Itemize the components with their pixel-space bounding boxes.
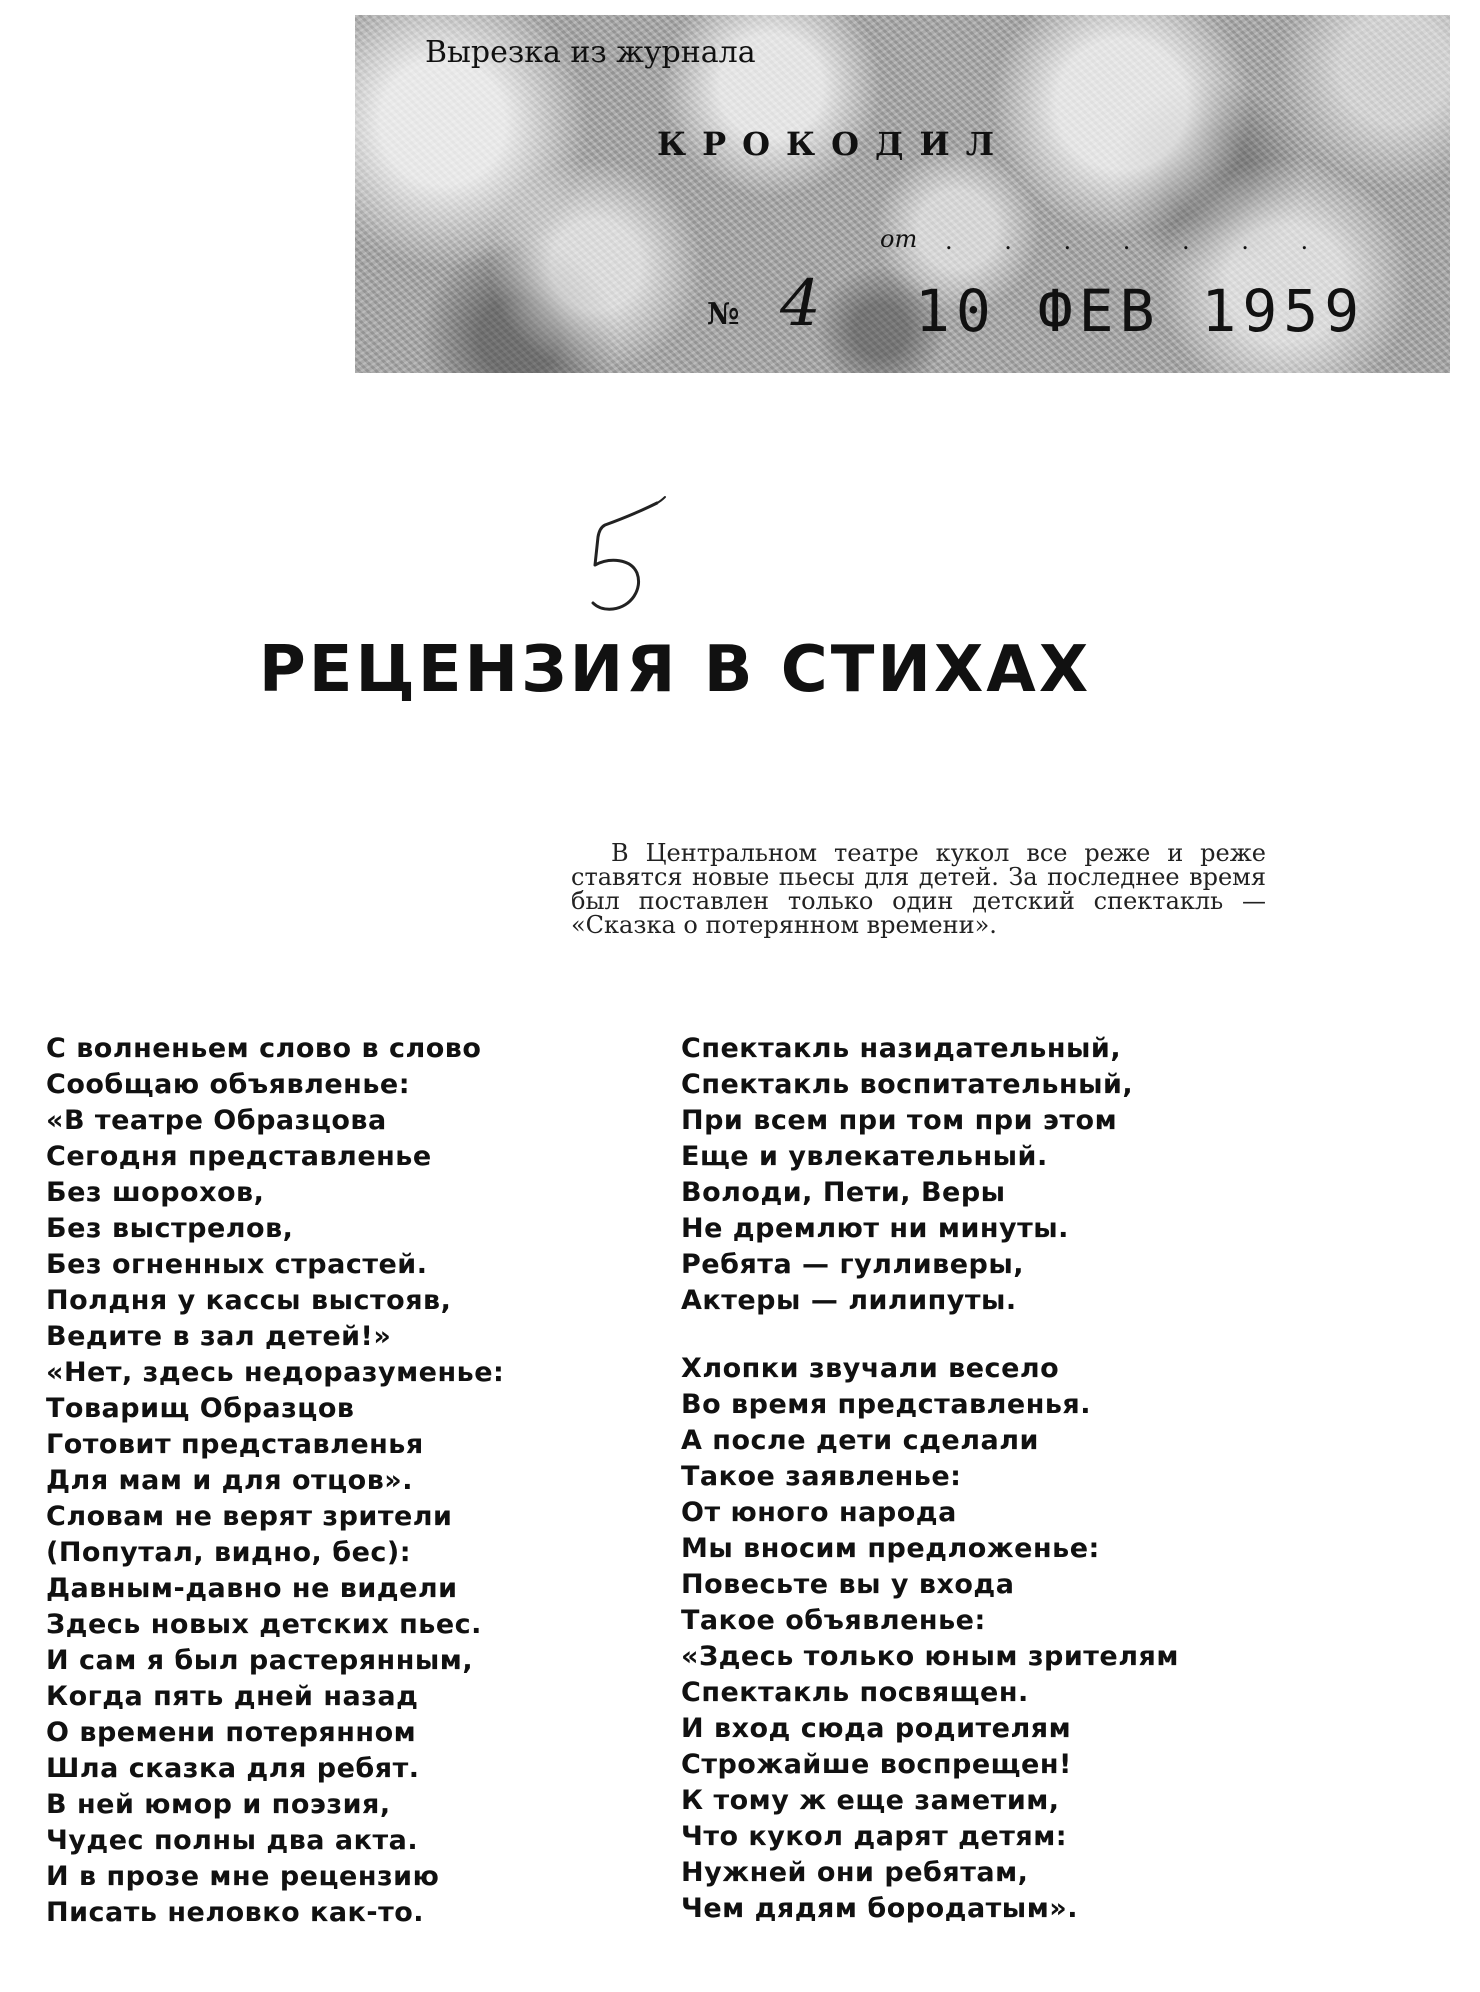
poem-line: В ней юмор и поэзия, [46, 1789, 391, 1820]
poem-line: Готовит представленья [46, 1429, 424, 1460]
poem-line: Еще и увлекательный. [681, 1141, 1048, 1172]
poem-line: (Попутал, видно, бес): [46, 1537, 412, 1568]
poem-line: Чем дядям бородатым». [681, 1893, 1078, 1924]
poem-line: Спектакль посвящен. [681, 1677, 1029, 1708]
issue-date-stamp: 10 ФЕВ 1959 [915, 277, 1366, 345]
poem-line: О времени потерянном [46, 1717, 417, 1748]
poem-line: Когда пять дней назад [46, 1681, 419, 1712]
poem-line: Без выстрелов, [46, 1213, 294, 1244]
clipping-header [355, 15, 1450, 373]
poem-line: Для мам и для отцов». [46, 1465, 413, 1496]
handwritten-page-mark [565, 495, 675, 625]
poem-line: Не дремлют ни минуты. [681, 1213, 1069, 1244]
poem-line: «Нет, здесь недоразуменье: [46, 1357, 505, 1388]
poem-line: Актеры — лилипуты. [681, 1285, 1017, 1316]
poem-line: Строжайше воспрещен! [681, 1749, 1072, 1780]
issue-number: 4 [780, 267, 821, 341]
poem-line: Такое заявленье: [681, 1461, 962, 1492]
poem-line: Сообщаю объявленье: [46, 1069, 411, 1100]
poem-line: «Здесь только юным зрителям [681, 1641, 1179, 1672]
poem-line: Без шорохов, [46, 1177, 265, 1208]
poem-line: Ребята — гулливеры, [681, 1249, 1025, 1280]
poem-line: Хлопки звучали весело [681, 1353, 1060, 1384]
poem-line: От юного народа [681, 1497, 957, 1528]
poem-line: Давным-давно не видели [46, 1573, 458, 1604]
poem-line: Что кукол дарят детям: [681, 1821, 1068, 1852]
poem-line: Ведите в зал детей!» [46, 1321, 392, 1352]
poem-line: Нужней они ребятам, [681, 1857, 1029, 1888]
magazine-name: КРОКОДИЛ [657, 125, 1011, 163]
poem-line: Шла сказка для ребят. [46, 1753, 420, 1784]
date-dots: . . . . . . . [945, 227, 1331, 255]
poem-line: Товарищ Образцов [46, 1393, 355, 1424]
clipping-source-label: Вырезка из журнала [425, 35, 756, 70]
poem-line: И вход сюда родителям [681, 1713, 1072, 1744]
poem-line: Полдня у кассы выстояв, [46, 1285, 452, 1316]
poem-line: Чудес полны два акта. [46, 1825, 419, 1856]
poem-line: Спектакль воспитательный, [681, 1069, 1134, 1100]
poem-line: И сам я был растерянным, [46, 1645, 474, 1676]
poem-line: Спектакль назидательный, [681, 1033, 1122, 1064]
poem-line: Мы вносим предложенье: [681, 1533, 1100, 1564]
poem-line: Володи, Пети, Веры [681, 1177, 1006, 1208]
epigraph: В Центральном театре кукол все реже и реже ставятся новые пьесы для детей. За последнее время был поставлен только один детский спектакль — «Сказка о потерянном времени». [571, 839, 1266, 939]
poem-line: Такое объявленье: [681, 1605, 986, 1636]
poem-line: Писать неловко как-то. [46, 1897, 425, 1928]
poem-line: Здесь новых детских пьес. [46, 1609, 482, 1640]
poem-left-column [46, 1031, 504, 1931]
poem-line: К тому ж еще заметим, [681, 1785, 1060, 1816]
poem-line: Словам не верят зрители [46, 1501, 453, 1532]
poem-line: При всем при том при этом [681, 1105, 1118, 1136]
poem-line: Повесьте вы у входа [681, 1569, 1015, 1600]
stanza-break [681, 1319, 1179, 1351]
date-label: от [880, 225, 918, 253]
poem-line: Во время представленья. [681, 1389, 1092, 1420]
poem-line: «В театре Образцова [46, 1105, 387, 1136]
poem-line: Сегодня представленье [46, 1141, 432, 1172]
poem-right-column [681, 1031, 1179, 1927]
poem-line: И в прозе мне рецензию [46, 1861, 440, 1892]
number-label: № [707, 297, 740, 332]
page-title: РЕЦЕНЗИЯ В СТИХАХ [258, 633, 1092, 707]
poem-line: С волненьем слово в слово [46, 1033, 482, 1064]
poem-line: А после дети сделали [681, 1425, 1039, 1456]
poem-line: Без огненных страстей. [46, 1249, 428, 1280]
